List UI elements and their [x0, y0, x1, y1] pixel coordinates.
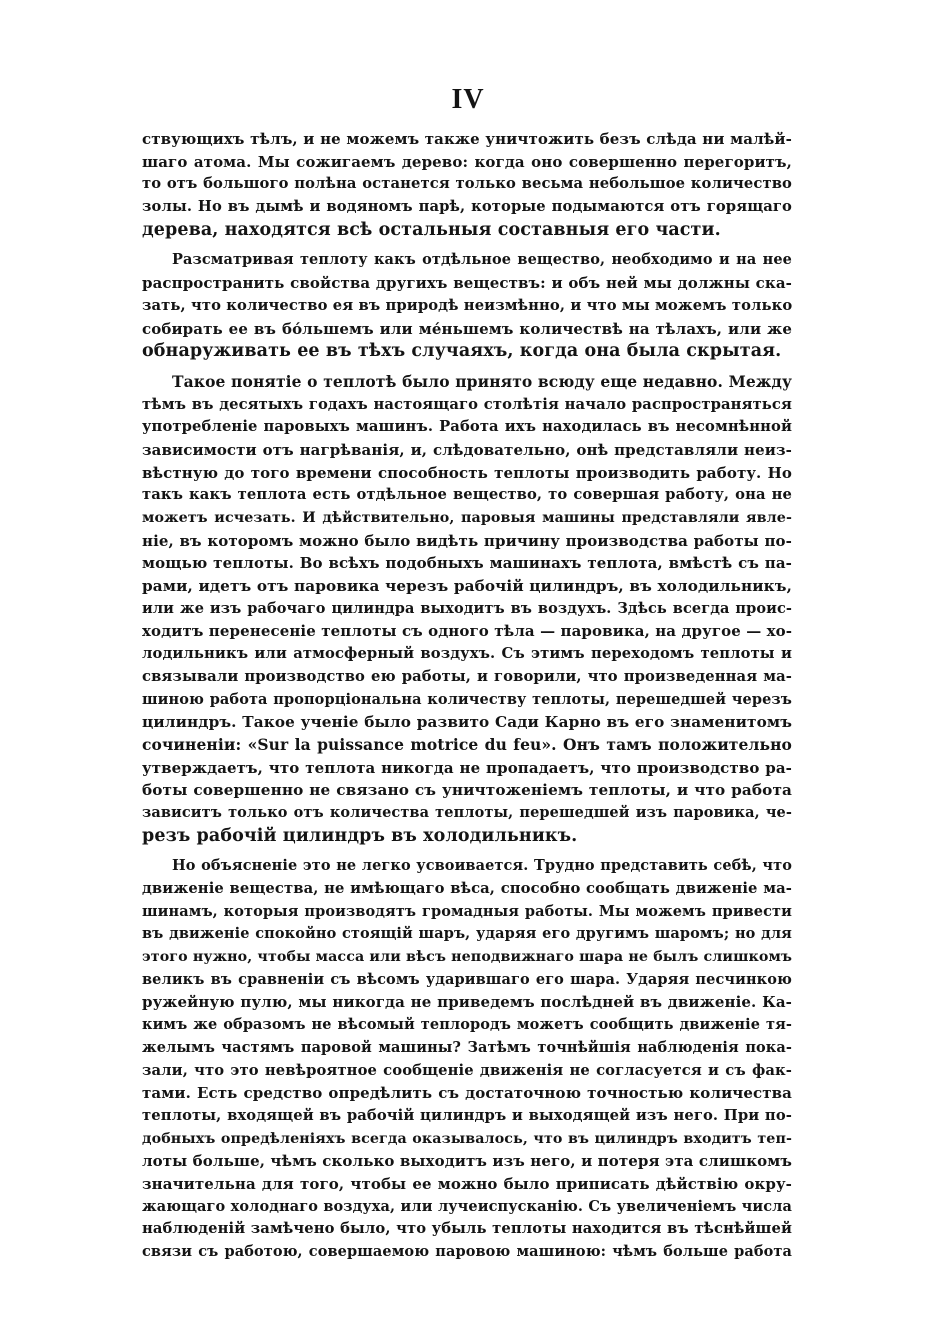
page-number: IV — [451, 84, 485, 115]
text-line: обнаруживать ее въ тѣхъ случаяхъ, когда она была скрытая. — [142, 341, 782, 362]
text-line: боты совершенно не связано съ уничтоженіемъ теплоты, и что работа — [142, 781, 792, 800]
text-line: ружейную пулю, мы никогда не приведемъ послѣдней въ движеніе. Ка- — [142, 993, 792, 1012]
text-line: золы. Но въ дымѣ и водяномъ парѣ, которые подымаются отъ горящаго — [142, 198, 792, 216]
text-line: ніе, въ которомъ можно было видѣть причину производства работы по- — [142, 531, 792, 550]
text-line: такъ какъ теплота есть отдѣльное вещество, то совершая работу, она не — [142, 486, 792, 504]
text-line: распространить свойства другихъ веществъ: и объ ней мы должны ска- — [142, 274, 792, 293]
text-line: жающаго холоднаго воздуха, или лучеиспусканію. Съ увеличеніемъ числа — [142, 1197, 792, 1215]
text-line: лодильникъ или атмосферный воздухъ. Съ этимъ переходомъ теплоты и — [142, 645, 792, 663]
text-line: зали, что это невѣроятное сообщеніе движенія не согласуется и съ фак- — [142, 1061, 792, 1079]
text-line: собирать ее въ бо́льшемъ или ме́ньшемъ количествѣ на тѣлахъ, или же — [142, 319, 792, 338]
text-line: Разсматривая теплоту какъ отдѣльное вещество, необходимо и на нее — [172, 251, 792, 269]
text-line: въ движеніе спокойно стоящій шаръ, ударяя его другимъ шаромъ; но для — [142, 925, 792, 943]
text-line: этого нужно, чтобы масса или вѣсъ неподвижнаго шара не былъ слишкомъ — [142, 949, 792, 966]
text-line: шаго атома. Мы сожигаемъ дерево: когда оно совершенно перегоритъ, — [142, 152, 792, 171]
paragraph-3 — [142, 371, 792, 847]
text-line: дерева, находятся всѣ остальныя составныя его части. — [142, 219, 721, 240]
text-line: употребленіе паровыхъ машинъ. Работа ихъ находилась въ несомнѣнной — [142, 418, 792, 436]
text-line: Но объясненіе это не легко усвоивается. Трудно представить себѣ, что — [172, 857, 792, 875]
text-line: шиною работа пропорціональна количеству теплоты, перешедшей черезъ — [142, 690, 792, 708]
paragraph-1 — [142, 128, 792, 241]
paragraph-gap — [142, 241, 792, 249]
text-line: вѣстную до того времени способность теплоты производить работу. Но — [142, 463, 792, 482]
text-line: цилиндръ. Такое ученіе было развито Сади Карно въ его знаменитомъ — [142, 713, 792, 732]
text-line: то отъ большого полѣна останется только весьма небольшое количество — [142, 175, 792, 193]
text-line: теплоты, входящей въ рабочій цилиндръ и выходящей изъ него. При по- — [142, 1106, 792, 1124]
text-line: зависимости отъ нагрѣванія, и, слѣдовательно, онѣ представляли неиз- — [142, 440, 792, 459]
text-line: резъ рабочій цилиндръ въ холодильникъ. — [142, 825, 578, 846]
text-line: кимъ же образомъ не вѣсомый теплородъ можетъ сообщить движеніе тя- — [142, 1016, 792, 1034]
text-line: ствующихъ тѣлъ, и не можемъ также уничтожить безъ слѣда ни малѣй- — [142, 130, 792, 148]
text-line: связывали производство ею работы, и говорили, что произведенная ма- — [142, 667, 792, 685]
text-line: наблюденій замѣчено было, что убыль теплоты находится въ тѣснѣйшей — [142, 1220, 792, 1238]
text-line: значительна для того, чтобы ее можно было приписать дѣйствію окру- — [142, 1174, 792, 1193]
text-line: утверждаетъ, что теплота никогда не пропадаетъ, что производство ра- — [142, 758, 792, 777]
text-line: или же изъ рабочаго цилиндра выходитъ въ воздухъ. Здѣсь всегда проис- — [142, 599, 792, 617]
text-line: желымъ частямъ паровой машины? Затѣмъ точнѣйшія наблюденія пока- — [142, 1038, 792, 1056]
paragraph-gap — [142, 363, 792, 371]
text-line: добныхъ опредѣленіяхъ всегда оказывалось, что въ цилиндръ входитъ теп- — [142, 1130, 792, 1147]
text-line: движеніе вещества, не имѣющаго вѣса, способно сообщать движеніе ма- — [142, 880, 792, 897]
text-line: шинамъ, которыя производятъ громадныя работы. Мы можемъ привести — [142, 902, 792, 920]
text-line: можетъ исчезать. И дѣйствительно, паровыя машины представляли явле- — [142, 510, 792, 526]
text-line: тами. Есть средство опредѣлить съ достаточною точностью количества — [142, 1084, 792, 1103]
text-column — [142, 128, 792, 1264]
text-line: лоты больше, чѣмъ сколько выходитъ изъ него, и потеря эта слишкомъ — [142, 1152, 792, 1171]
text-line: тѣмъ въ десятыхъ годахъ настоящаго столѣтія начало распространяться — [142, 395, 792, 413]
text-line: ходитъ перенесеніе теплоты съ одного тѣла — паровика, на другое — хо- — [142, 622, 793, 641]
text-line: великъ въ сравненіи съ вѣсомъ ударившаго его шара. Ударяя песчинкою — [142, 970, 792, 988]
text-line: рами, идетъ отъ паровика черезъ рабочій цилиндръ, въ холодильникъ, — [142, 577, 792, 596]
text-line: сочиненіи: «Sur la puissance motrice du feu». Онъ тамъ положительно — [142, 734, 792, 754]
paragraph-gap — [142, 847, 792, 855]
paragraph-4 — [142, 855, 792, 1263]
paragraph-2 — [142, 249, 792, 362]
text-line: зависитъ только отъ количества теплоты, перешедшей изъ паровика, че- — [142, 803, 792, 821]
text-line: Такое понятіе о теплотѣ было принято всюду еще недавно. Между — [172, 371, 792, 391]
text-line: зать, что количество ея въ природѣ неизмѣнно, и что мы можемъ только — [142, 296, 793, 314]
text-line: мощью теплоты. Во всѣхъ подобныхъ машинахъ теплота, вмѣстѣ съ па- — [142, 554, 792, 573]
text-line: связи съ работою, совершаемою паровою машиною: чѣмъ больше работа — [142, 1243, 792, 1260]
